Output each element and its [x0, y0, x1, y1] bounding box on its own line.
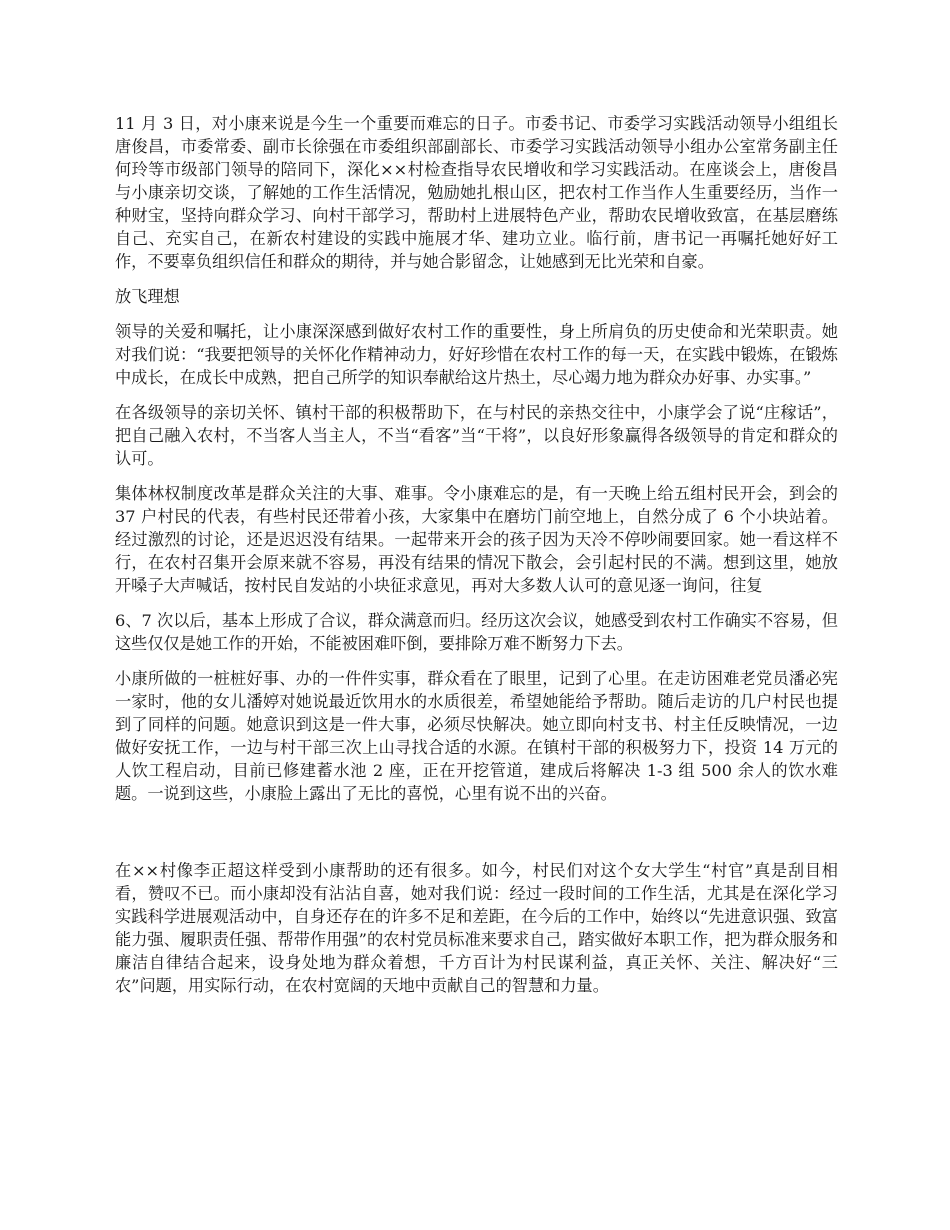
section-heading: 放飞理想 [115, 287, 180, 306]
paragraph-spacer [115, 817, 838, 859]
document-body [115, 112, 838, 1009]
paragraph-conclusion: 在××村像李正超这样受到小康帮助的还有很多。如今，村民们对这个女大学生“村官”真是刮目相看，赞叹不已。而小康却没有沾沾自喜，她对我们说：经过一段时间的工作生活，尤其是在深化学习实践科学进展观活动中，自身还存在的许多不足和差距，在今后的工作中，始终以“先进意识强、致富能力强、履职责任强、帮带作用强”的农村党员标准来要求自己，踏实做好本职工作，把为群众服务和廉洁自律结合起来，设身处地为群众着想，千方百计为村民谋利益，真正关怀、关注、解决好“三农”问题，用实际行动，在农村宽阔的天地中贡献自己的智慧和力量。 [115, 861, 838, 995]
paragraph-care: 领导的关爱和嘱托，让小康深深感到做好农村工作的重要性，身上所肩负的历史使命和光荣职责。她对我们说：“我要把领导的关怀化作精神动力，好好珍惜在农村工作的每一天，在实践中锻炼，在锻炼中成长，在成长中成熟，把自己所学的知识奉献给这片热土，尽心竭力地为群众办好事、办实事。” [115, 322, 838, 387]
paragraph-integration: 在各级领导的亲切关怀、镇村干部的积极帮助下，在与村民的亲热交往中，小康学会了说“庄稼话”，把自己融入农村，不当客人当主人，不当“看客”当“干将”，以良好形象赢得各级领导的肯定和群众的认可。 [115, 403, 838, 468]
paragraph-visit: 11 月 3 日，对小康来说是今生一个重要而难忘的日子。市委书记、市委学习实践活动领导小组组长唐俊昌，市委常委、副市长徐强在市委组织部副部长、市委学习实践活动领导小组办公室常务副主任何玲等市级部门领导的陪同下，深化××村检查指导农民增收和学习实践活动。在座谈会上，唐俊昌与小康亲切交谈，了解她的工作生活情况，勉励她扎根山区，把农村工作当作人生重要经历，当作一种财宝，坚持向群众学习、向村干部学习，帮助村上进展特色产业，帮助农民增收致富，在基层磨练自己、充实自己，在新农村建设的实践中施展才华、建功立业。临行前，唐书记一再嘱托她好好工作，不要辜负组织信任和群众的期待，并与她合影留念，让她感到无比光荣和自豪。 [115, 114, 838, 271]
paragraph-consensus: 6、7 次以后，基本上形成了合议，群众满意而归。经历这次会议，她感受到农村工作确实不容易，但这些仅仅是她工作的开始，不能被困难吓倒，要排除万难不断努力下去。 [115, 611, 838, 653]
paragraph-water-project: 小康所做的一桩桩好事、办的一件件实事，群众看在了眼里，记到了心里。在走访困难老党员潘必宪一家时，他的女儿潘婷对她说最近饮用水的水质很差，希望她能给予帮助。随后走访的几户村民也提到了同样的问题。她意识到这是一件大事，必须尽快解决。她立即向村支书、村主任反映情况，一边做好安抚工作，一边与村干部三次上山寻找合适的水源。在镇村干部的积极努力下，投资 14 万元的人饮工程启动，目前已修建蓄水池 2 座，正在开挖管道，建成后将解决 1-3 组 500 余人的饮水难题。一说到这些，小康脸上露出了无比的喜悦，心里有说不出的兴奋。 [115, 669, 838, 803]
paragraph-forest-reform: 集体林权制度改革是群众关注的大事、难事。令小康难忘的是，有一天晚上给五组村民开会，到会的 37 户村民的代表，有些村民还带着小孩，大家集中在磨坊门前空地上，自然分成了 6 个小块站着。经过激烈的讨论，还是迟迟没有结果。一起带来开会的孩子因为天冷不停吵闹要回家。她一看这样不行，在农村召集开会原来就不容易，再没有结果的情况下散会，会引起村民的不满。想到这里，她放开嗓子大声喊话，按村民自发站的小块征求意见，再对大多数人认可的意见逐一询问，往复 [115, 484, 838, 595]
